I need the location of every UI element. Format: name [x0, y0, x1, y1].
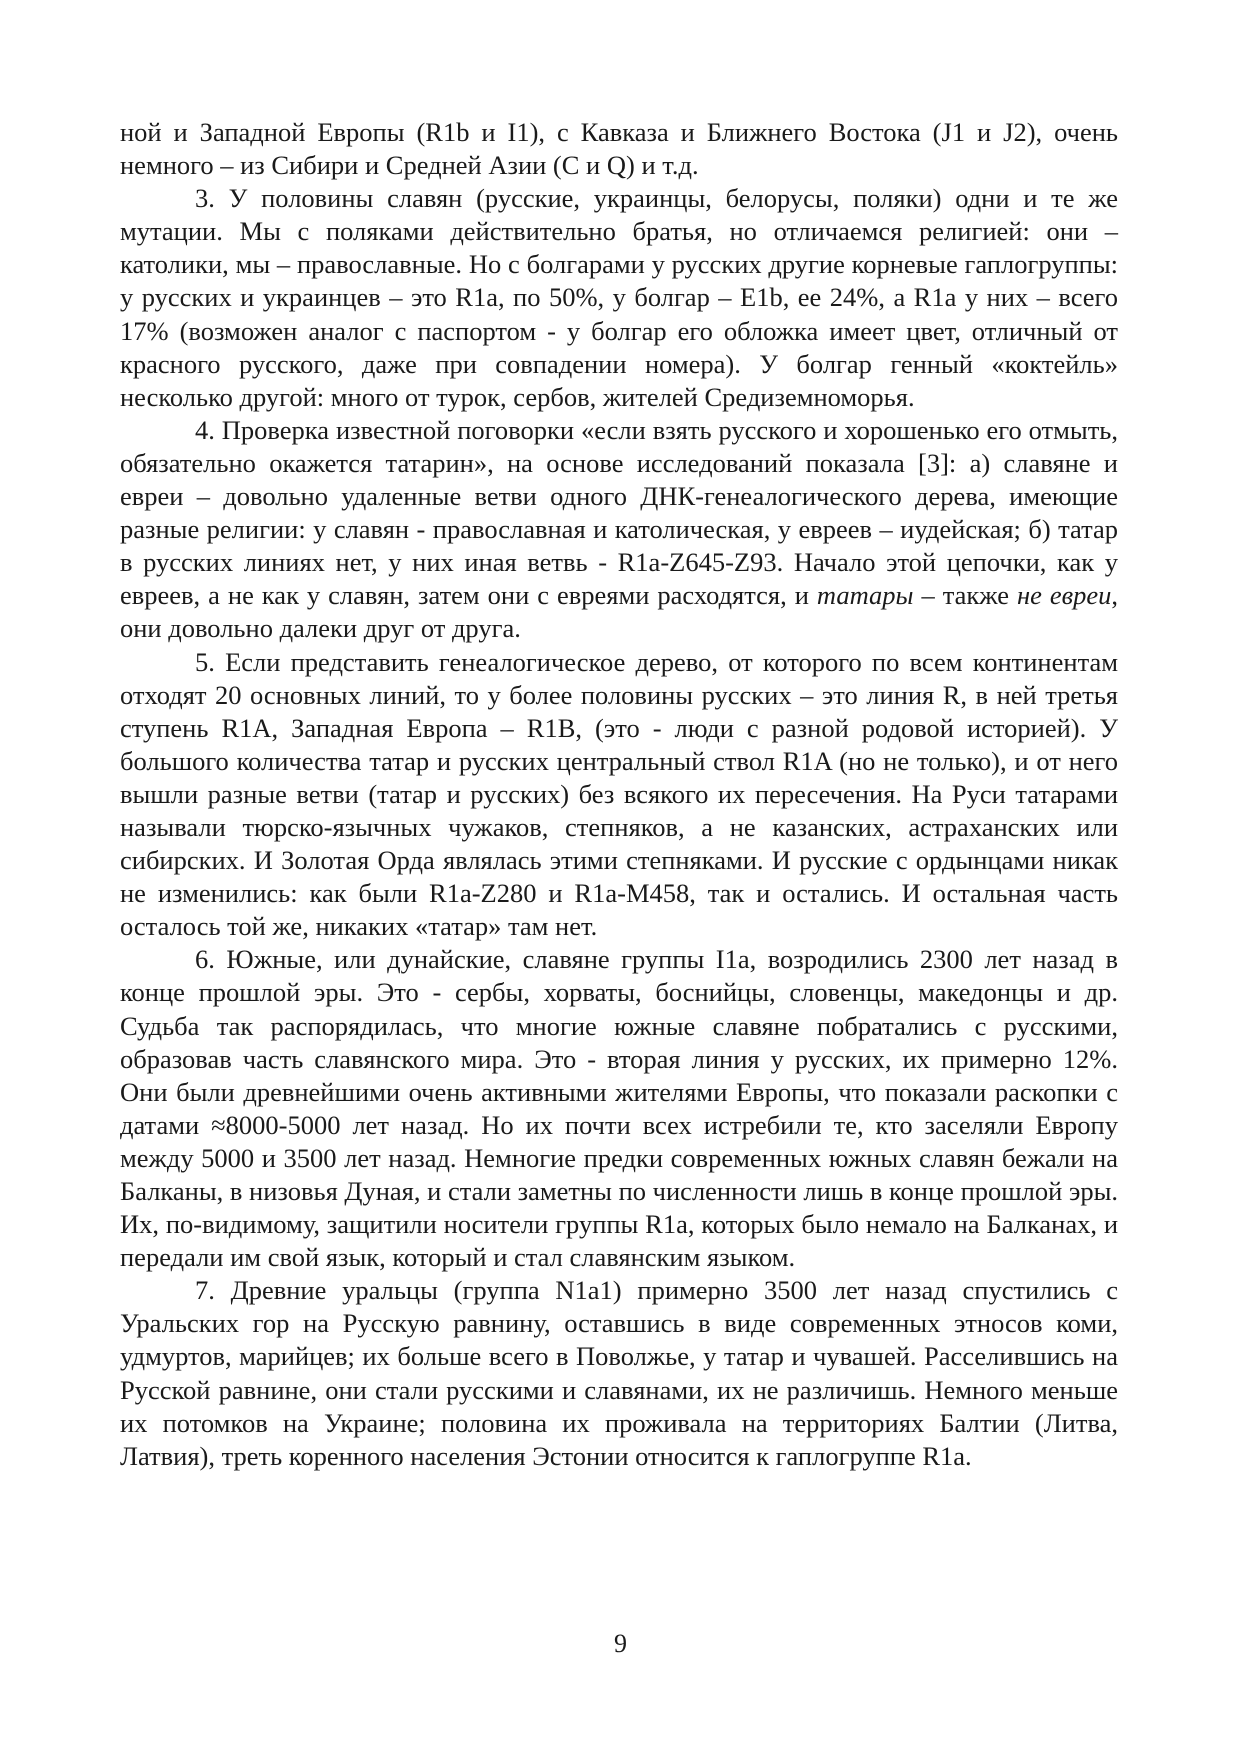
paragraph-continuation: ной и Западной Европы (R1b и I1), с Кавказа и Ближнего Востока (J1 и J2), очень немного – из Сибири и Средней Азии (C и Q) и т.д. [120, 117, 1118, 181]
paragraph-4-text-c: , они довольно далеки друг от друга. [120, 580, 1119, 644]
document-body [120, 116, 1118, 1473]
paragraph-7: 7. Древние уральцы (группа N1a1) примерно 3500 лет назад спустились с Уральских гор на Русскую равнину, оставшись в виде современных этносов коми, удмуртов, марийцев; их больше всего в Поволжье, у татар и чувашей. Расселившись на Русской равнине, они стали русскими и славянами, их не различишь. Немного меньше их потомков на Украине; половина их проживала на территориях Балтии (Литва, Латвия), треть коренного населения Эстонии относится к гаплогруппе R1a. [120, 1275, 1118, 1471]
paragraph-3: 3. У половины славян (русские, украинцы, белорусы, поляки) одни и те же мутации. Мы с поляками действительно братья, но отличаемся религией: они – католики, мы – православные. Но с болгарами у русских другие корневые гаплогруппы: у русских и украинцев – это R1a, по 50%, у болгар – E1b, ее 24%, а R1a у них – всего 17% (возможен аналог с паспортом - у болгар его обложка имеет цвет, отличный от красного русского, даже при совпадении номера). У болгар генный «коктейль» несколько другой: много от турок, сербов, жителей Средиземноморья. [120, 183, 1118, 412]
page-number: 9 [614, 1629, 627, 1658]
paragraph-5: 5. Если представить генеалогическое дерево, от которого по всем континентам отходят 20 основных линий, то у более половины русских – это линия R, в ней третья ступень R1A, Западная Европа – R1B, (это - люди с разной родовой историей). У большого количества татар и русских центральный ствол R1A (но не только), и от него вышли разные ветви (татар и русских) без всякого их пересечения. На Руси татарами называли тюрско-язычных чужаков, степняков, а не казанских, астраханских или сибирских. И Золотая Орда являлась этими степняками. И русские с ордынцами никак не изменились: как были R1a-Z280 и R1a-M458, так и остались. И остальная часть осталось той же, никаких «татар» там нет. [120, 646, 1118, 942]
paragraph-4-italic-not-jews: не евреи [1016, 580, 1112, 611]
paragraph-4-text-b: – также [913, 580, 1017, 611]
paragraph-6: 6. Южные, или дунайские, славяне группы I1a, возродились 2300 лет назад в конце прошлой эры. Это - сербы, хорваты, боснийцы, словенцы, македонцы и др. Судьба так распорядилась, что многие южные славяне побратались с русскими, образовав часть славянского мира. Это - вторая линия у русских, их примерно 12%. Они были древнейшими очень активными жителями Европы, что показали раскопки с датами ≈8000-5000 лет назад. Но их почти всех истребили те, кто заселяли Европу между 5000 и 3500 лет назад. Немногие предки современных южных славян бежали на Балканы, в низовья Дуная, и стали заметны по численности лишь в конце прошлой эры. Их, по-видимому, защитили носители группы R1a, которых было немало на Балканах, и передали им свой язык, который и стал славянским языком. [120, 944, 1118, 1273]
paragraph-4-text-a: 4. Проверка известной поговорки «если взять русского и хорошенько его отмыть, обязательно окажется татарин», на основе исследований показала [3]: а) славяне и евреи – довольно удаленные ветви одного ДНК-генеалогического дерева, имеющие разные религии: у славян - православная и католическая, у евреев – иудейская; б) татар в русских линиях нет, у них иная ветвь - R1a-Z645-Z93. Начало этой цепочки, как у евреев, а не как у славян, затем они с евреями расходятся, и [120, 414, 1118, 611]
paragraph-4-italic-tatars: татары [816, 580, 914, 611]
paragraph-4 [120, 414, 1118, 646]
